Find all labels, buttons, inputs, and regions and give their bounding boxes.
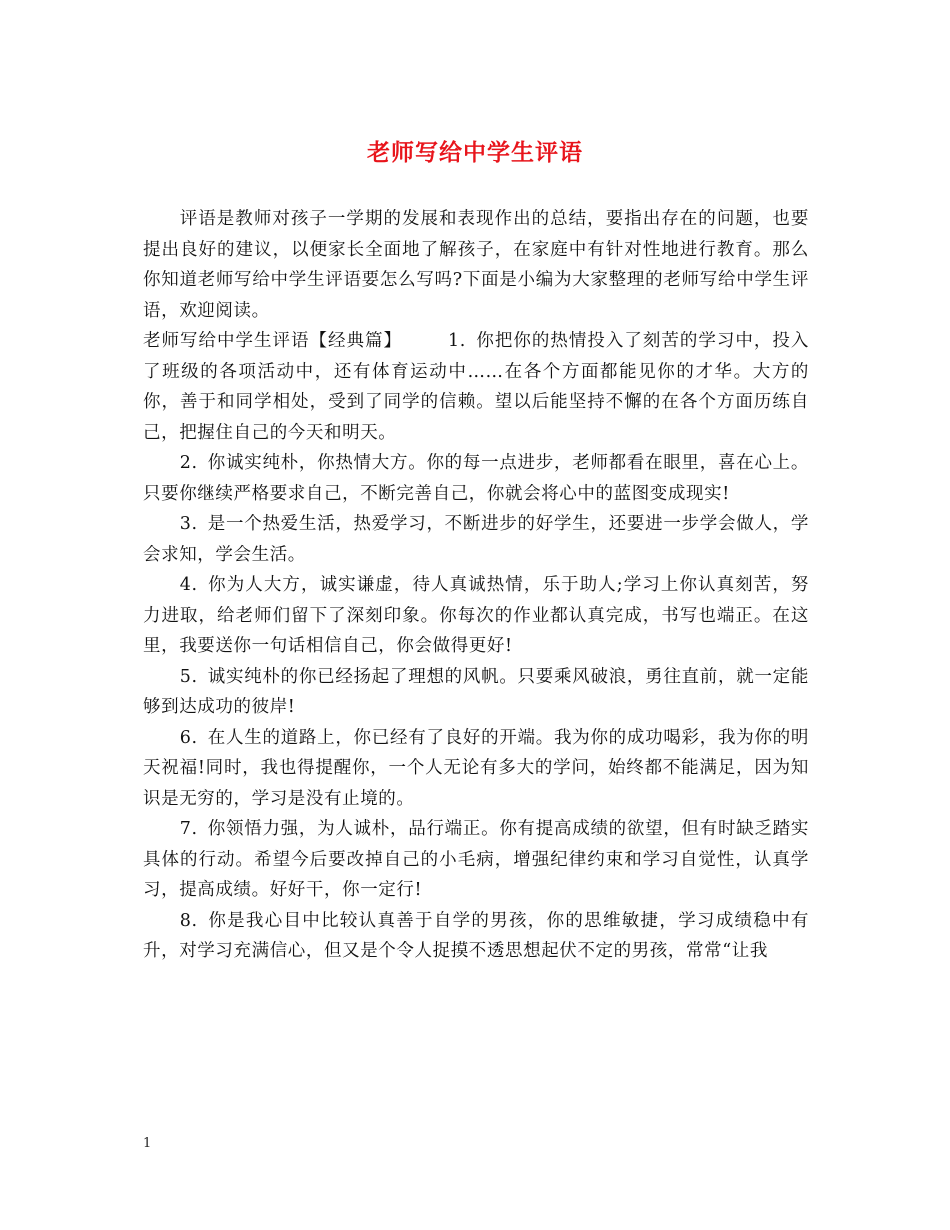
- item-text: 你诚实纯朴，你热情大方。你的每一点进步，老师都看在眼里，喜在心上。只要你继续严格要求自己，不断完善自己，你就会将心中的蓝图变成现实!: [143, 453, 809, 504]
- item-number: 5.: [179, 666, 198, 687]
- intro-paragraph: 评语是教师对孩子一学期的发展和表现作出的总结，要指出存在的问题，也要提出良好的建议，以便家长全面地了解孩子，在家庭中有针对性地进行教育。那么你知道老师写给中学生评语要怎么写吗?下面是小编为大家整理的老师写给中学生评语，欢迎阅读。: [143, 209, 809, 321]
- item-text: 诚实纯朴的你已经扬起了理想的风帆。只要乘风破浪，勇往直前，就一定能够到达成功的彼岸!: [143, 666, 809, 717]
- item-text: 你是我心目中比较认真善于自学的男孩，你的思维敏捷，学习成绩稳中有升，对学习充满信心，但又是个令人捉摸不透思想起伏不定的男孩，常常“让我: [143, 910, 809, 961]
- list-item: [143, 448, 809, 509]
- section-paragraph-1: [143, 326, 809, 448]
- item-text: 你把你的热情投入了刻苦的学习中，投入了班级的各项活动中，还有体育运动中……在各个方面都能见你的才华。大方的你，善于和同学相处，受到了同学的信赖。望以后能坚持不懈的在各个方面历练自己，把握住自己的今天和明天。: [143, 331, 809, 443]
- item-number: 2.: [179, 453, 198, 473]
- item-number: 8.: [179, 910, 198, 931]
- section-heading: 老师写给中学生评语【经典篇】: [143, 331, 403, 351]
- list-item: [143, 723, 809, 815]
- item-number: 4.: [179, 575, 198, 595]
- list-item: [143, 509, 809, 570]
- page-number: 1: [143, 1136, 152, 1151]
- list-item: [143, 662, 809, 723]
- item-number: 1.: [448, 331, 466, 351]
- item-text: 在人生的道路上，你已经有了良好的开端。我为你的成功喝彩，我为你的明天祝福!同时，我也得提醒你，一个人无论有多大的学问，始终都不能满足，因为知识是无穷的，学习是没有止境的。: [143, 727, 809, 809]
- item-text: 你为人大方，诚实谦虚，待人真诚热情，乐于助人;学习上你认真刻苦，努力进取，给老师们留下了深刻印象。你每次的作业都认真完成，书写也端正。在这里，我要送你一句话相信自己，你会做得更好!: [143, 575, 809, 656]
- list-item: [143, 814, 809, 906]
- item-number: 3.: [179, 514, 198, 534]
- item-number: 6.: [179, 727, 198, 748]
- item-text: 是一个热爱生活，热爱学习，不断进步的好学生，还要进一步学会做人，学会求知，学会生活。: [143, 514, 809, 565]
- item-number: 7.: [179, 819, 198, 839]
- list-item: [143, 906, 809, 967]
- item-text: 你领悟力强，为人诚朴，品行端正。你有提高成绩的欲望，但有时缺乏踏实具体的行动。希望今后要改掉自己的小毛病，增强纪律约束和学习自觉性，认真学习，提高成绩。好好干，你一定行!: [143, 819, 809, 900]
- document-body: [143, 204, 809, 967]
- list-item: [143, 570, 809, 662]
- document-title: 老师写给中学生评语: [367, 139, 583, 166]
